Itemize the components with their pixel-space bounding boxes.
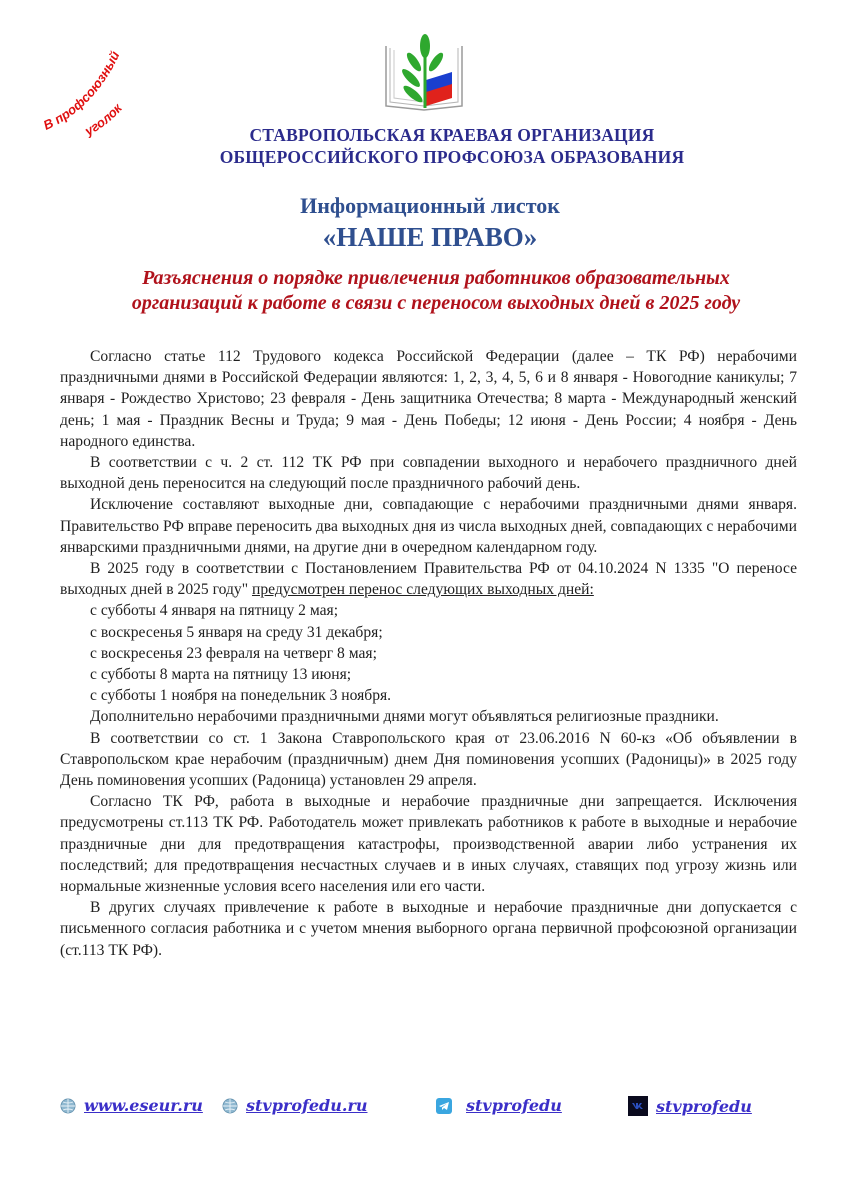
paragraph-work-prohibited: Согласно ТК РФ, работа в выходные и нерабочие праздничные дни запрещается. Исключения предусмотрены ст.113 ТК РФ. Работодатель может привлекать работников к работе в выходные и нерабочие праздничные дни для предотвращения катастрофы, производственной аварии либо устранения их последствий; для предотвращения несчастных случаев и в иных случаях, ставящих под угрозу жизнь или нормальные жизненные условия всего населения или его части. bbox=[60, 793, 797, 896]
organization-name bbox=[0, 124, 848, 168]
transfer-item: с субботы 8 марта на пятницу 13 июня; bbox=[90, 666, 352, 684]
document-body bbox=[60, 346, 797, 961]
footer-link-stvprofedu-site[interactable] bbox=[222, 1096, 368, 1115]
decree-text: В 2025 году в соответствии с Постановлением Правительства РФ от 04.10.2024 N 1335 "О переносе выходных дней в 2025 году" bbox=[60, 560, 797, 599]
paragraph-radonitsa: В соответствии со ст. 1 Закона Ставропольского края от 23.06.2016 N 60-кз «Об объявлении в Ставропольском крае нерабочим (праздничным) днем Дня поминовения усопших (Радоницы)» в 2025 году День поминовения усопших (Радоница) установлен 29 апреля. bbox=[60, 729, 797, 790]
footer-link-eseur[interactable] bbox=[60, 1096, 203, 1115]
link-eseur[interactable]: www.eseur.ru bbox=[84, 1096, 203, 1115]
subtitle-line2: организаций к работе в связи с переносом выходных дней в 2025 году bbox=[131, 292, 741, 314]
organization-line1: СТАВРОПОЛЬСКАЯ КРАЕВАЯ ОРГАНИЗАЦИЯ bbox=[249, 125, 655, 145]
transfer-item: с воскресенья 23 февраля на четверг 8 мая; bbox=[90, 644, 377, 662]
transfer-item: с субботы 4 января на пятницу 2 мая; bbox=[90, 602, 339, 620]
vk-icon bbox=[628, 1096, 648, 1116]
union-corner-stamp bbox=[28, 38, 148, 138]
globe-icon bbox=[60, 1098, 76, 1114]
leaflet-name: «НАШЕ ПРАВО» bbox=[322, 222, 538, 252]
stamp-line1: В профсоюзный bbox=[40, 48, 123, 133]
decree-underlined: предусмотрен перенос следующих выходных дней: bbox=[251, 581, 594, 599]
globe-icon bbox=[222, 1098, 238, 1114]
telegram-icon bbox=[436, 1098, 452, 1114]
link-stvprofedu-site[interactable]: stvprofedu.ru bbox=[246, 1096, 368, 1115]
transfer-item: с воскресенья 5 января на среду 31 декабря; bbox=[90, 623, 383, 641]
link-telegram[interactable]: stvprofedu bbox=[466, 1096, 562, 1115]
paragraph-religious: Дополнительно нерабочими праздничными днями могут объявляться религиозные праздники. bbox=[90, 708, 719, 726]
subtitle-line1: Разъяснения о порядке привлечения работников образовательных bbox=[142, 267, 730, 289]
footer-link-vk[interactable] bbox=[628, 1096, 752, 1116]
paragraph-exception: Исключение составляют выходные дни, совпадающие с нерабочими праздничными днями января. Правительство РФ вправе переносить два выходных дня из числа выходных дней, совпадающих с нерабочими январскими праздничными днями, на другие дни в очередном календарном году. bbox=[60, 496, 797, 556]
paragraph-consent: В других случаях привлечение к работе в выходные и нерабочие праздничные дни допускается с письменного согласия работника и с учетом мнения выборного органа первичной профсоюзной организации (ст.113 ТК РФ). bbox=[60, 899, 797, 959]
document-subtitle bbox=[0, 266, 848, 316]
paragraph-holidays: Согласно статье 112 Трудового кодекса Российской Федерации (далее – ТК РФ) нерабочими праздничными днями в Российской Федерации являются: 1, 2, 3, 4, 5, 6 и 8 января - Новогодние каникулы; 7 января - Рождество Христово; 23 февраля - День защитника Отечества; 8 марта - Международный женский день; 1 мая - Праздник Весны и Труда; 9 мая - День Победы; 12 июня - День России; 4 ноября - День народного единства. bbox=[60, 348, 797, 450]
footer-link-telegram[interactable] bbox=[436, 1096, 562, 1115]
footer-links bbox=[0, 1096, 848, 1126]
link-vk[interactable]: stvprofedu bbox=[656, 1096, 752, 1116]
paragraph-transfer-rule: В соответствии с ч. 2 ст. 112 ТК РФ при совпадении выходного и нерабочего праздничного дней выходной день переносится на следующий после праздничного рабочий день. bbox=[60, 454, 797, 493]
organization-line2: ОБЩЕРОССИЙСКОГО ПРОФСОЮЗА ОБРАЗОВАНИЯ bbox=[219, 147, 685, 167]
transfer-item: с субботы 1 ноября на понедельник 3 ноября. bbox=[90, 687, 392, 705]
union-logo bbox=[380, 34, 470, 114]
paragraph-decree bbox=[60, 558, 797, 600]
leaflet-title: Информационный листок bbox=[300, 193, 560, 218]
stamp-line2: уголок bbox=[82, 100, 125, 138]
